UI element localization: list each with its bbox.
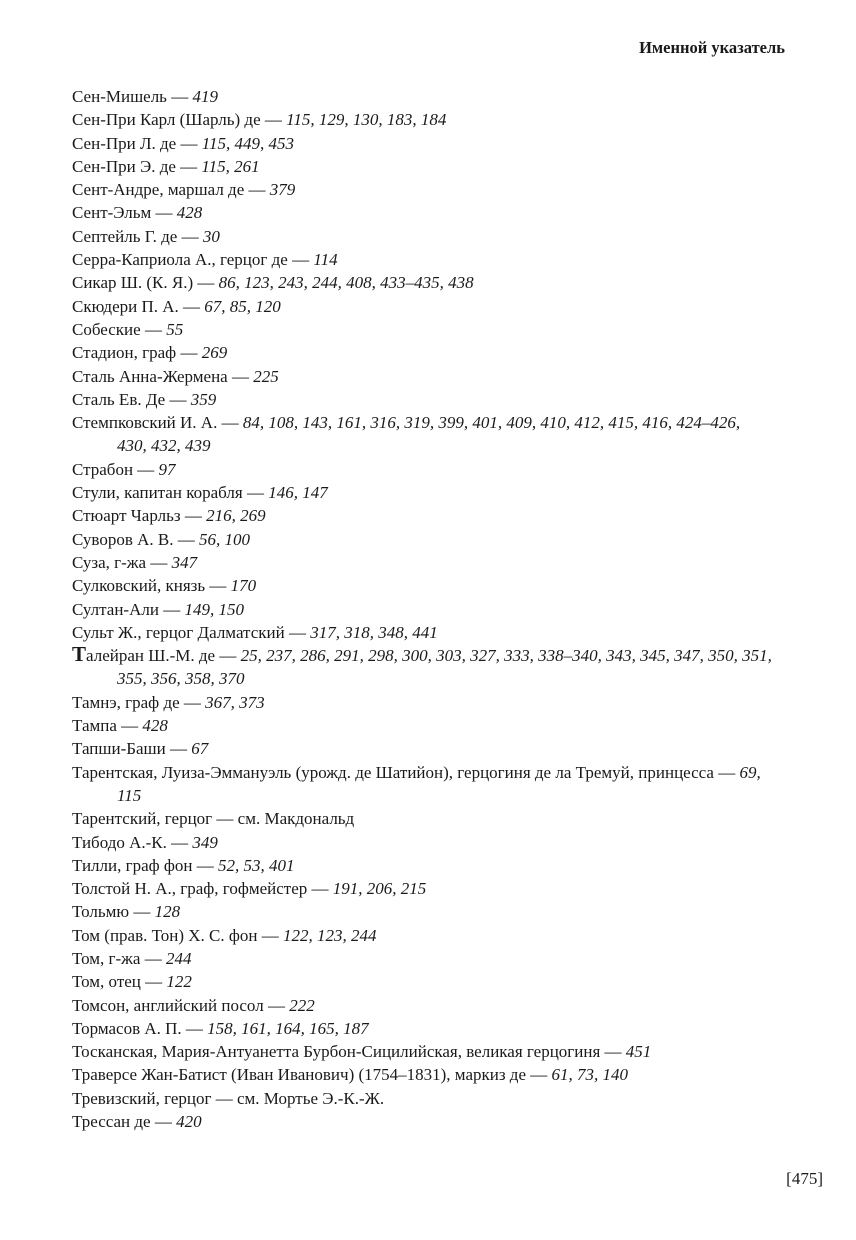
entry-separator: — xyxy=(176,343,202,363)
entry-name: Сульт Ж., герцог Далматский xyxy=(72,622,285,642)
entry-separator: — xyxy=(600,1042,626,1062)
entry-name: Томсон, английский посол xyxy=(72,995,264,1015)
entry-name: Стемпковский И. А. xyxy=(72,413,218,433)
entry-pages: 61, 73, 140 xyxy=(551,1065,629,1085)
index-entry xyxy=(72,737,772,760)
index-entry xyxy=(72,621,772,644)
entry-pages: 55 xyxy=(166,319,184,339)
entry-separator: — xyxy=(133,459,159,479)
entry-pages: 349 xyxy=(192,832,218,852)
entry-separator: — xyxy=(151,203,177,223)
entry-pages: 25, 237, 286, 291, 298, 300, 303, 327, 333, 338–340, 343, 345, 347, 350, 351, 355, 356, 358, 370 xyxy=(117,646,772,689)
index-entry xyxy=(72,1017,772,1040)
index-entry xyxy=(72,1087,772,1110)
index-entry xyxy=(72,481,772,504)
index-entry xyxy=(72,85,772,108)
index-entry xyxy=(72,458,772,481)
index-entry xyxy=(72,108,772,131)
entry-separator: — xyxy=(205,576,231,596)
entry-pages: 97 xyxy=(158,459,176,479)
entry-pages: 379 xyxy=(269,180,296,200)
entry-name: Сен-При Л. де xyxy=(72,133,177,153)
index-entry xyxy=(72,295,772,318)
entry-pages: 428 xyxy=(142,716,168,736)
index-entry xyxy=(72,831,772,854)
entry-name: Тибодо А.-К. xyxy=(72,832,167,852)
index-entry xyxy=(72,178,772,201)
index-entry xyxy=(72,714,772,737)
index-entry xyxy=(72,598,772,621)
entry-pages: 225 xyxy=(253,366,279,386)
index-entry xyxy=(72,155,772,178)
index-entry xyxy=(72,504,772,527)
index-entry xyxy=(72,248,772,271)
entry-pages: 451 xyxy=(625,1042,652,1062)
entry-pages: 170 xyxy=(230,576,257,596)
entry-separator: — xyxy=(526,1065,552,1085)
entry-pages: 191, 206, 215 xyxy=(332,879,427,899)
index-entry xyxy=(72,411,772,458)
entry-pages: 128 xyxy=(154,902,181,922)
entry-name: Стули, капитан корабля xyxy=(72,483,243,503)
entry-separator: — xyxy=(217,413,243,433)
entry-name: Страбон xyxy=(72,459,134,479)
index-entry xyxy=(72,341,772,364)
entry-cross-reference: см. Мортье Э.-К.-Ж. xyxy=(237,1088,385,1108)
entry-name: Сталь Анна-Жермена xyxy=(72,366,228,386)
page-number: [475] xyxy=(786,1169,823,1188)
entry-pages: 115, 129, 130, 183, 184 xyxy=(286,110,447,130)
entry-name: Том, г-жа xyxy=(72,948,141,968)
entry-separator: — xyxy=(166,87,193,106)
entry-pages: 367, 373 xyxy=(205,692,265,712)
entry-separator: — xyxy=(140,972,167,992)
entry-name: Собеские xyxy=(72,319,141,339)
entry-name: Сент-Андре, маршал де xyxy=(72,180,245,200)
index-entry xyxy=(72,318,772,341)
entry-separator: — xyxy=(166,832,193,852)
entry-name: Скюдери П. А. xyxy=(72,296,179,316)
entry-pages: 149, 150 xyxy=(184,599,244,619)
entry-pages: 420 xyxy=(176,1112,202,1132)
entry-name: Суворов А. В. xyxy=(72,529,174,549)
section-initial: Т xyxy=(72,642,87,667)
entry-separator: — xyxy=(713,762,740,782)
entry-name: Сикар Ш. (К. Я.) xyxy=(72,273,194,293)
entry-pages: 216, 269 xyxy=(206,506,266,526)
entry-pages: 86, 123, 243, 244, 408, 433–435, 438 xyxy=(218,273,474,293)
entry-separator: — xyxy=(129,902,155,922)
entry-separator: — xyxy=(158,599,185,619)
entry-separator: — xyxy=(242,483,269,503)
entry-name: Тосканская, Мария-Антуанетта Бурбон-Сицилийская, великая герцогиня xyxy=(72,1042,601,1062)
entry-name: Стадион, граф xyxy=(72,343,177,363)
index-entry xyxy=(72,225,772,248)
entry-separator: — xyxy=(192,855,219,875)
entry-separator: — xyxy=(287,250,314,270)
entry-separator: — xyxy=(140,948,166,968)
entry-name: Стюарт Чарльз xyxy=(72,506,181,526)
running-head: Именной указатель xyxy=(639,38,785,57)
entry-name: Тольмю xyxy=(72,902,130,922)
entry-pages: 115, 261 xyxy=(201,156,260,176)
entry-name: Сталь Ев. Де xyxy=(72,389,166,409)
entry-pages: 419 xyxy=(192,87,218,106)
entry-name: Суза, г-жа xyxy=(72,552,147,572)
index-entry xyxy=(72,528,772,551)
entry-pages: 56, 100 xyxy=(198,529,250,549)
entry-separator: — xyxy=(165,739,192,759)
entry-name: Сулковский, князь xyxy=(72,576,206,596)
entry-pages: 122 xyxy=(166,972,192,992)
entry-separator: — xyxy=(215,646,241,666)
entry-pages: 52, 53, 401 xyxy=(218,855,295,875)
entry-pages: 428 xyxy=(176,203,203,223)
entry-name: Тамнэ, граф де xyxy=(72,692,180,712)
entry-pages: 69, 115 xyxy=(117,762,761,805)
entry-separator: — xyxy=(211,1088,237,1108)
entry-pages: 115, 449, 453 xyxy=(201,133,294,153)
index-entry xyxy=(72,761,772,808)
entry-name: Септейль Г. де xyxy=(72,226,178,246)
entry-separator: — xyxy=(179,692,206,712)
entry-name: Тилли, граф фон xyxy=(72,855,193,875)
index-entry xyxy=(72,807,772,830)
entry-separator: — xyxy=(173,529,199,549)
index-entry xyxy=(72,1063,772,1086)
entry-name: Тормасов А. П. xyxy=(72,1018,182,1038)
entry-separator: — xyxy=(263,995,290,1015)
entry-name: Сен-При Карл (Шарль) де xyxy=(72,110,261,130)
index-entry xyxy=(72,271,772,294)
entry-name: Сен-Мишель xyxy=(72,87,167,106)
index-entry xyxy=(72,970,772,993)
entry-separator: — xyxy=(244,180,270,200)
entry-pages: 359 xyxy=(190,389,217,409)
entry-separator: — xyxy=(193,273,219,293)
entry-separator: — xyxy=(140,319,167,339)
entry-separator: — xyxy=(212,809,238,829)
entry-separator: — xyxy=(146,552,172,572)
index-entry xyxy=(72,388,772,411)
entry-separator: — xyxy=(176,133,202,153)
entry-name: Том, отец xyxy=(72,972,141,992)
index-entry xyxy=(72,877,772,900)
entry-name: Тарентский, герцог xyxy=(72,809,213,829)
entry-pages: 317, 318, 348, 441 xyxy=(310,622,438,642)
entry-separator: — xyxy=(116,716,143,736)
entry-name: Трессан де xyxy=(72,1112,151,1132)
entry-pages: 222 xyxy=(289,995,315,1015)
index-entry xyxy=(72,574,772,597)
entry-name: Траверсе Жан-Батист (Иван Иванович) (1754–1831), маркиз де xyxy=(72,1065,527,1085)
index-entry xyxy=(72,201,772,224)
entry-name: Тарентская, Луиза-Эммануэль (урожд. де Шатийон), герцогиня де ла Тремуй, принцесса xyxy=(72,762,714,782)
entry-separator: — xyxy=(284,622,311,642)
entry-pages: 67, 85, 120 xyxy=(204,296,281,316)
entry-pages: 158, 161, 164, 165, 187 xyxy=(207,1018,369,1038)
index-entry xyxy=(72,924,772,947)
entry-separator: — xyxy=(177,226,203,246)
entry-separator: — xyxy=(175,156,202,176)
entry-pages: 114 xyxy=(313,250,338,270)
entry-pages: 269 xyxy=(201,343,228,363)
index-entry xyxy=(72,994,772,1017)
entry-separator: — xyxy=(260,110,287,130)
entry-name: Тапши-Баши xyxy=(72,739,166,759)
entry-pages: 347 xyxy=(171,552,198,572)
entry-name: Тампа xyxy=(72,716,117,736)
entry-name: Сент-Эльм xyxy=(72,203,152,223)
index-entry xyxy=(72,1040,772,1063)
entry-separator: — xyxy=(180,506,207,526)
entry-separator: — xyxy=(165,389,191,409)
index-entry xyxy=(72,551,772,574)
index-entry xyxy=(72,691,772,714)
entry-pages: 30 xyxy=(202,226,220,246)
entry-separator: — xyxy=(257,925,283,945)
index-list xyxy=(72,85,772,1133)
entry-separator: — xyxy=(150,1112,177,1132)
index-entry xyxy=(72,1110,772,1133)
index-entry xyxy=(72,132,772,155)
index-entry xyxy=(72,947,772,970)
entry-pages: 122, 123, 244 xyxy=(282,925,377,945)
entry-name: Толстой Н. А., граф, гофмейстер xyxy=(72,879,308,899)
entry-separator: — xyxy=(181,1018,208,1038)
entry-name: Том (прав. Тон) Х. С. фон xyxy=(72,925,258,945)
entry-pages: 244 xyxy=(165,948,192,968)
entry-pages: 146, 147 xyxy=(268,483,328,503)
entry-cross-reference: см. Макдональд xyxy=(237,809,355,829)
index-entry xyxy=(72,900,772,923)
entry-separator: — xyxy=(227,366,254,386)
entry-separator: — xyxy=(307,879,333,899)
entry-pages: 84, 108, 143, 161, 316, 319, 399, 401, 409, 410, 412, 415, 416, 424–426, 430, 432, 439 xyxy=(117,413,741,456)
entry-pages: 67 xyxy=(191,739,209,759)
entry-name: Серра-Каприола А., герцог де xyxy=(72,250,288,270)
entry-name: Тревизский, герцог xyxy=(72,1088,212,1108)
entry-name: алейран Ш.-М. де xyxy=(86,646,216,666)
index-entry xyxy=(72,854,772,877)
index-entry xyxy=(72,365,772,388)
index-entry xyxy=(72,644,772,691)
entry-name: Сен-При Э. де xyxy=(72,156,176,176)
entry-separator: — xyxy=(178,296,205,316)
entry-name: Султан-Али xyxy=(72,599,159,619)
